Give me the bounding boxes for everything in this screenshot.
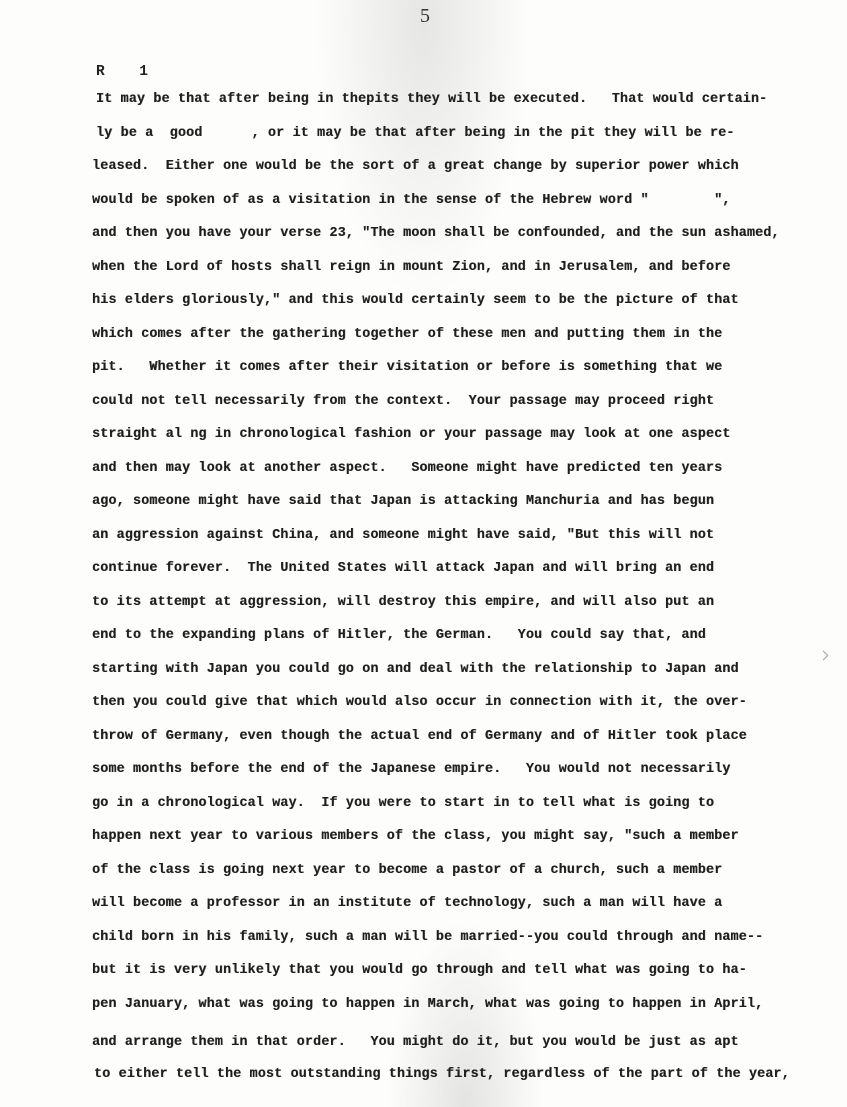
text-line: ly be a good , or it may be that after being in the pit they will be re- [96,125,735,141]
text-line: could not tell necessarily from the context. Your passage may proceed right [92,393,715,409]
text-line: but it is very unlikely that you would go through and tell what was going to ha- [92,963,747,978]
text-line: of the class is going next year to become a pastor of a church, such a member [92,862,723,878]
text-line: starting with Japan you could go on and deal with the relationship to Japan and [92,661,739,677]
text-line: and then you have your verse 23, "The moon shall be confounded, and the sun ashamed, [92,226,780,241]
page-number: 5 [420,5,430,27]
text-line: his elders gloriously," and this would certainly seem to be the picture of that [92,293,739,308]
text-line: which comes after the gathering together of these men and putting them in the [92,326,723,342]
text-line: straight al ng in chronological fashion or your passage may look at one aspect [92,427,731,442]
margin-mark [819,651,829,661]
text-line: then you could give that which would also occur in connection with it, the over- [92,695,747,710]
text-line: would be spoken of as a visitation in the sense of the Hebrew word " ", [92,192,731,208]
text-line: continue forever. The United States will attack Japan and will bring an end [92,561,715,576]
text-line: pit. Whether it comes after their visitation or before is something that we [92,360,723,375]
text-line: and arrange them in that order. You might do it, but you would be just as apt [92,1035,739,1050]
text-line: happen next year to various members of the class, you might say, "such a member [92,829,739,844]
text-line: to either tell the most outstanding things first, regardless of the part of the year, [94,1067,790,1082]
text-line: pen January, what was going to happen in March, what was going to happen in April, [92,996,764,1012]
text-line: and then may look at another aspect. Someone might have predicted ten years [92,460,723,476]
text-line: throw of Germany, even though the actual end of Germany and of Hitler took place [92,728,747,744]
text-line: when the Lord of hosts shall reign in mount Zion, and in Jerusalem, and before [92,259,731,275]
text-line: child born in his family, such a man will be married--you could through and name-- [92,929,764,945]
text-line: leased. Either one would be the sort of a great change by superior power which [92,159,739,174]
text-line: go in a chronological way. If you were to start in to tell what is going to [92,795,715,811]
text-line: an aggression against China, and someone might have said, "But this will not [92,527,715,543]
section-letter: R [96,64,106,80]
text-line: ago, someone might have said that Japan is attacking Manchuria and has begun [92,494,715,509]
text-line: will become a professor in an institute of technology, such a man will have a [92,896,723,911]
text-line: to its attempt at aggression, will destroy this empire, and will also put an [92,594,715,610]
section-label [96,64,148,80]
text-line: It may be that after being in thepits they will be executed. That would certain- [96,92,768,107]
text-line: end to the expanding plans of Hitler, the German. You could say that, and [92,628,706,643]
text-line: some months before the end of the Japanese empire. You would not necessarily [92,762,731,777]
section-number: 1 [139,64,149,80]
